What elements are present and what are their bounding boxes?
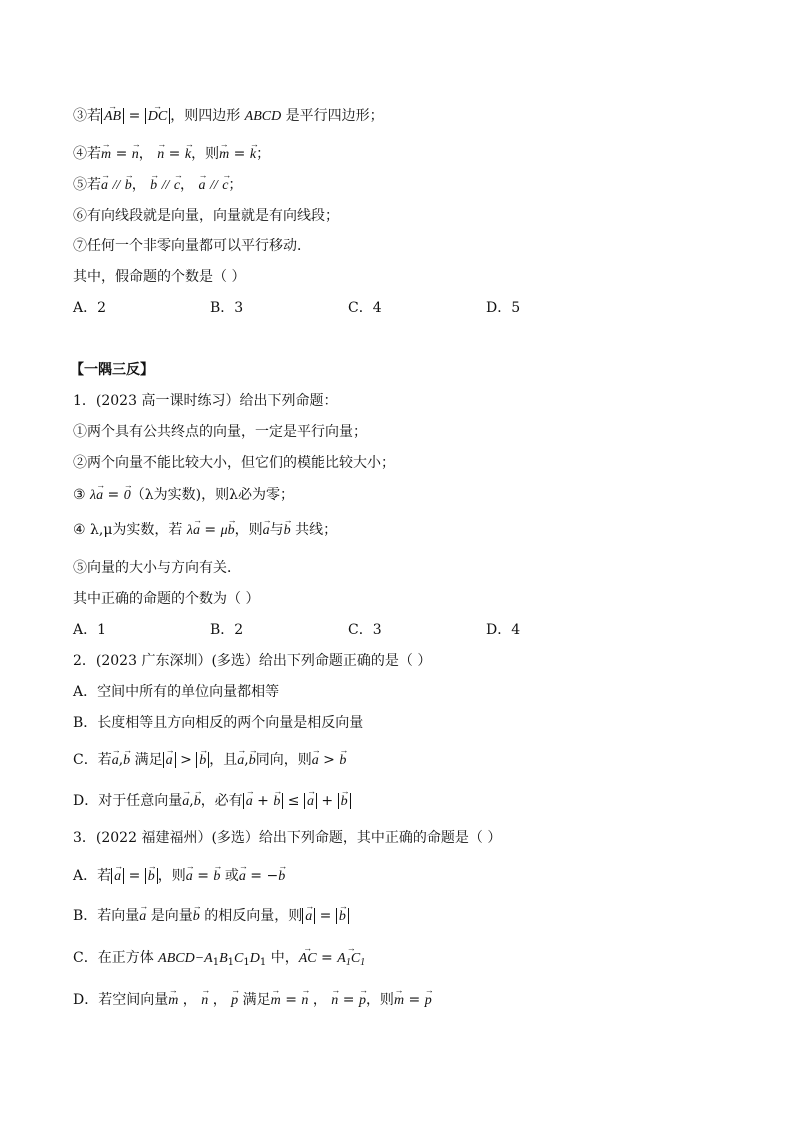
- prev-option-d: D．5: [486, 300, 521, 316]
- q1-statement-5: ⑤向量的大小与方向有关．: [73, 560, 241, 576]
- q1-statement-4: ④ λ,μ为实数，若 λ→ a = μ→ b，则→ a与→ b 共线；: [73, 520, 337, 541]
- prev-item-4: ④若→ m = → n， → n = → k，则→ m = → k；: [73, 144, 270, 165]
- q2-stem: 2．(2023 广东深圳）(多选）给出下列命题正确的是（ ）: [73, 653, 432, 669]
- q1-statement-2: ②两个向量不能比较大小，但它们的模能比较大小；: [73, 455, 395, 471]
- q1-stem: 1．(2023 高一课时练习）给出下列命题：: [73, 393, 338, 409]
- q1-option-a: A．1: [73, 622, 107, 638]
- q3-stem: 3．(2022 福建福州）(多选）给出下列命题，其中正确的命题是（ ）: [73, 830, 502, 846]
- prev-option-b: B．3: [210, 300, 244, 316]
- q3-option-b: B．若向量→ a 是向量→ b 的相反向量，则→ a = → b: [73, 906, 349, 927]
- item3-prefix: ③若: [73, 108, 101, 124]
- q3-option-d: D．若空间向量→ m ， → n ， → p 满足→ m = → n ， → n = → p，则→ m = → p: [73, 990, 432, 1011]
- prev-question: 其中，假命题的个数是（ ）: [73, 269, 246, 285]
- q3-option-a: A．若→ a = → b ，则→ a = → b 或→ a = −→ b: [73, 866, 285, 887]
- q2-option-b: B．长度相等且方向相反的两个向量是相反向量: [73, 715, 364, 731]
- q1-question: 其中正确的命题的个数为（ ）: [73, 591, 260, 607]
- q2-option-a: A．空间中所有的单位向量都相等: [73, 684, 280, 700]
- q1-option-b: B．2: [210, 622, 244, 638]
- q1-option-d: D．4: [486, 622, 521, 638]
- prev-option-a: A．2: [73, 300, 107, 316]
- q3-option-c: C．在正方体 $ABCD-A_1B_1C_1D_1$ 中，→ AC = → $A_1C_1$: [73, 948, 365, 973]
- q2-option-c: C．若→ a,→ b 满足→ a > → b ，且→ a,→ b同向，则→ a > → b: [73, 750, 346, 771]
- prev-item-5: ⑤若→ a // → b， → b // → c， → a // → c；: [73, 175, 242, 196]
- q2-option-d: D．对于任意向量→ a,→ b，必有→ a + → b ≤ → a + → b: [73, 791, 351, 812]
- q1-statement-1: ①两个具有公共终点的向量，一定是平行向量；: [73, 424, 367, 440]
- prev-item-7: ⑦任何一个非零向量都可以平行移动．: [73, 238, 311, 254]
- section-title: 【一隅三反】: [70, 362, 154, 378]
- prev-item-6: ⑥有向线段就是向量，向量就是有向线段；: [73, 208, 339, 224]
- q1-statement-3: ③ λ→ a = → 0（λ为实数)，则λ必为零；: [73, 485, 294, 506]
- q1-option-c: C．3: [348, 622, 382, 638]
- prev-item-3: ③若→ AB = → DC ，则四边形 ABCD 是平行四边形；: [73, 106, 384, 127]
- prev-option-c: C．4: [348, 300, 382, 316]
